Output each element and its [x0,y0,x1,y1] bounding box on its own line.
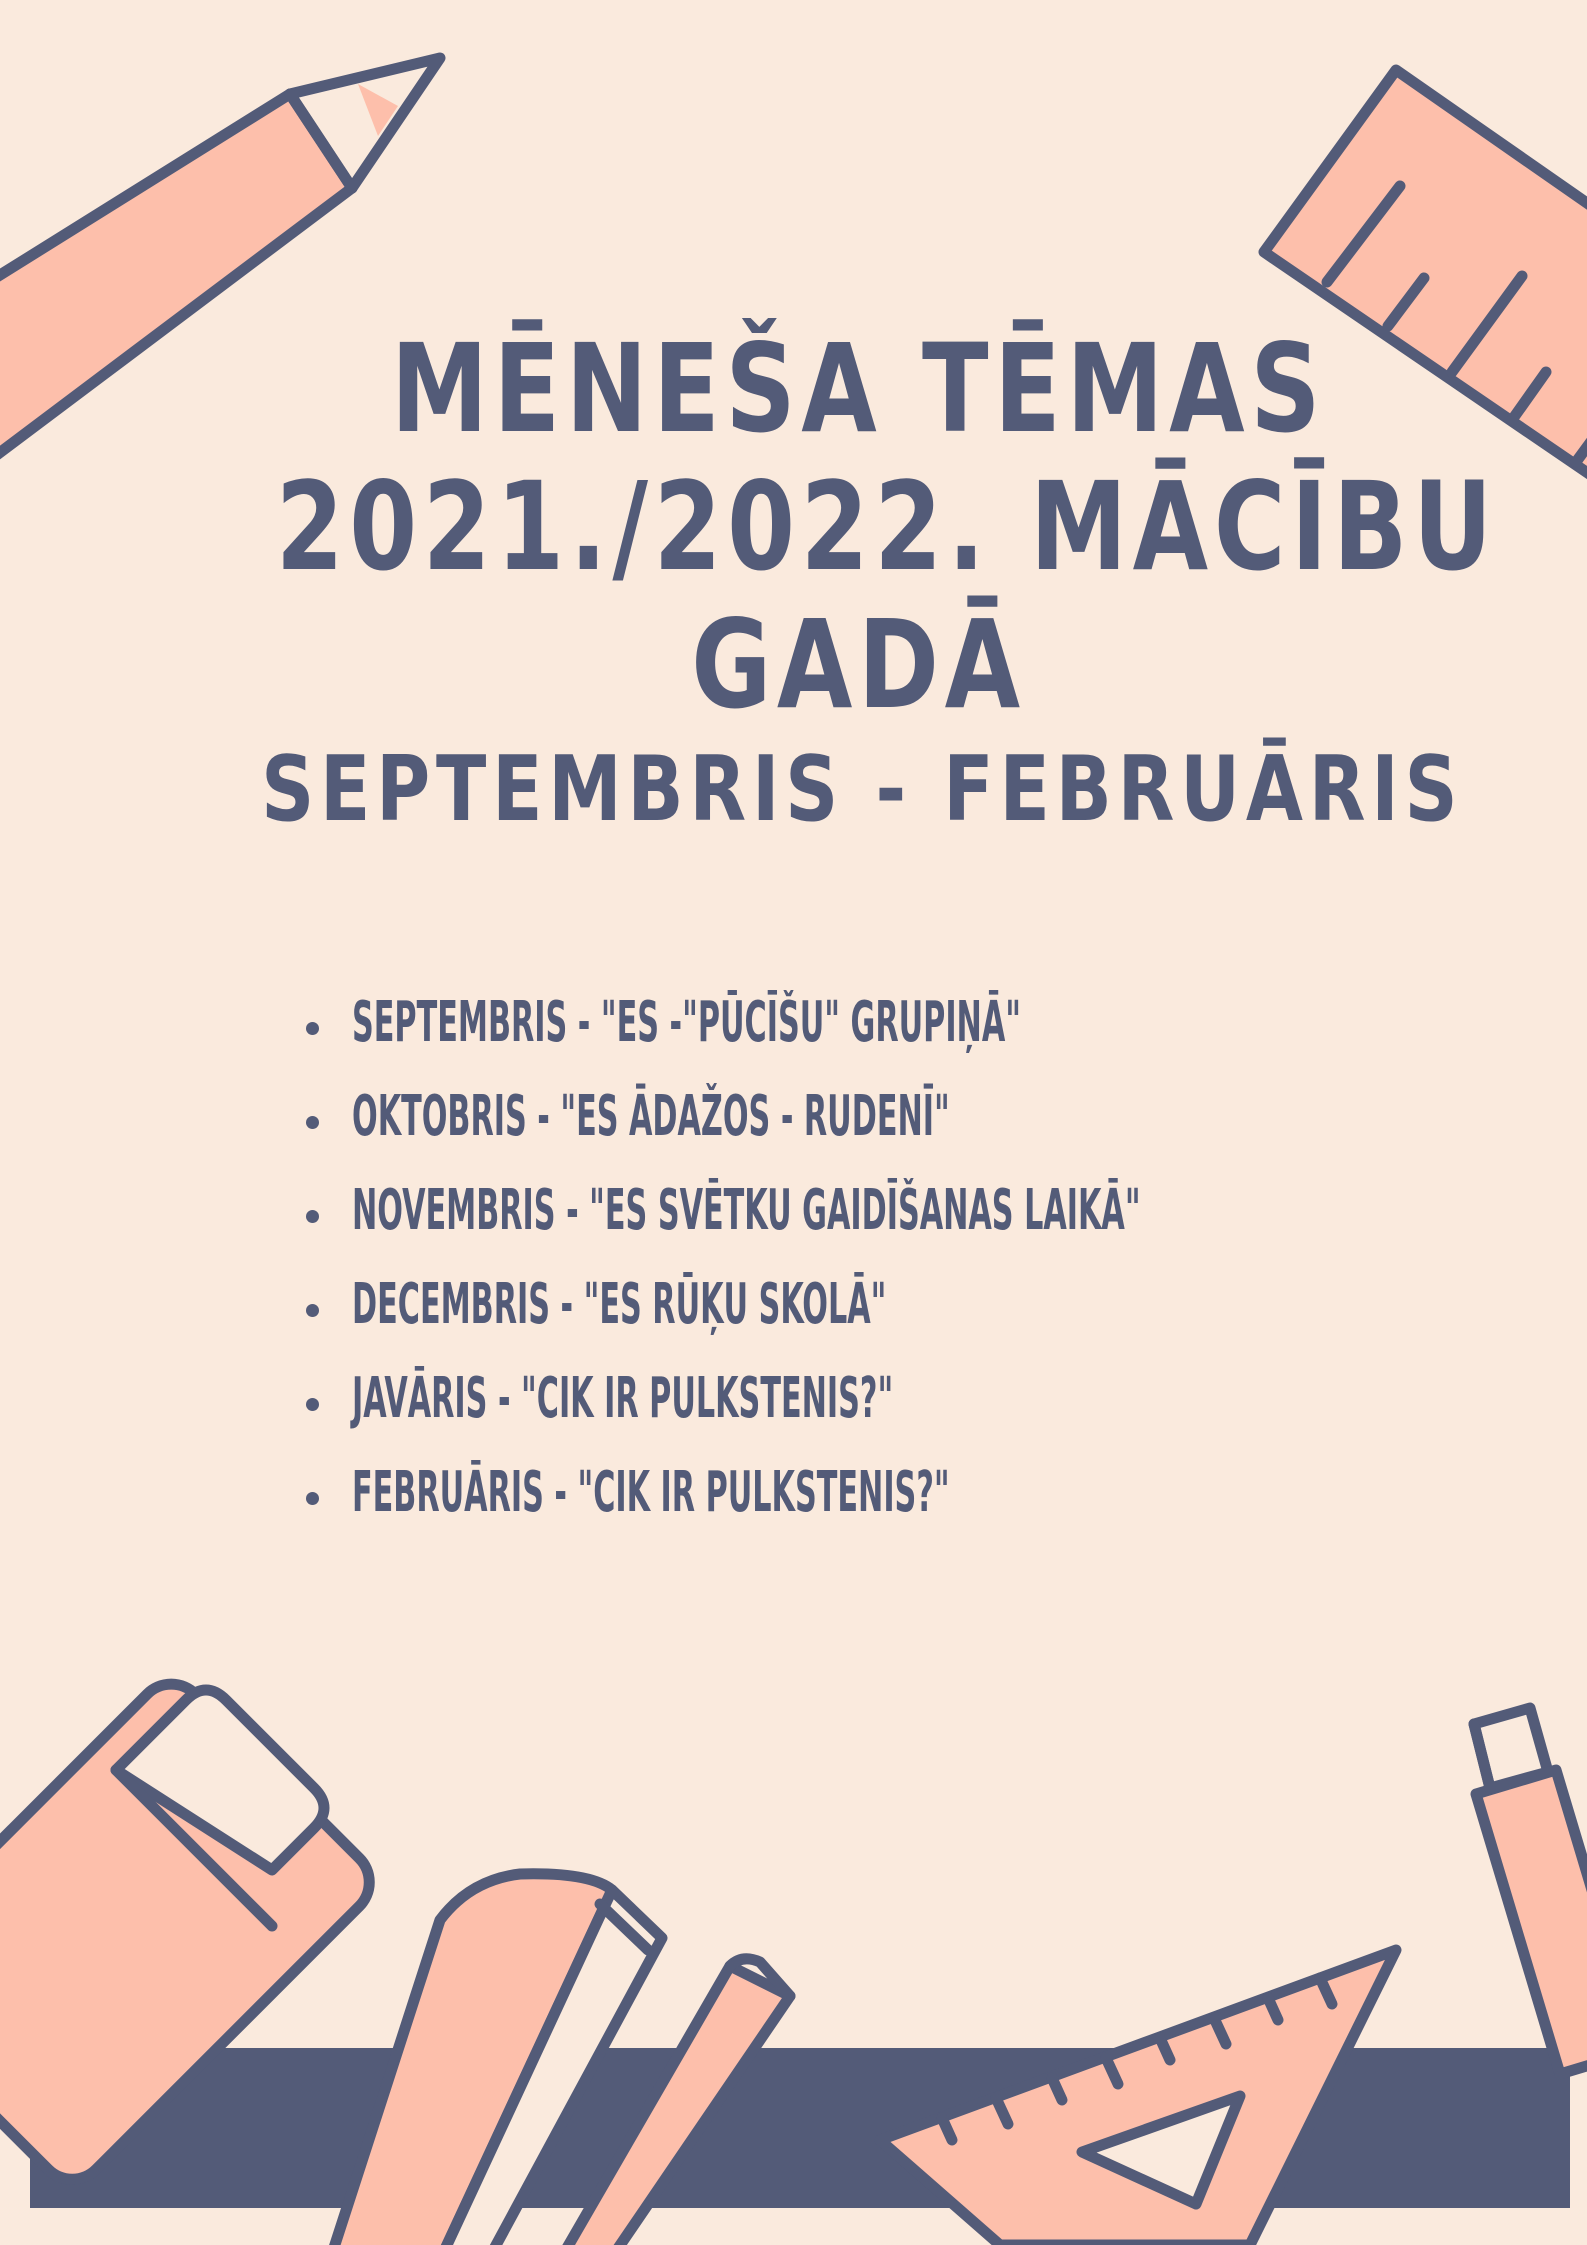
bullet-icon [306,1116,319,1129]
bullet-icon [306,1022,319,1035]
pencil-right-icon [1474,1708,1587,2074]
bullet-icon [306,1304,319,1317]
topic-text: NOVEMBRIS - "ES SVĒTKU GAIDĪŠANAS LAIKĀ" [352,1178,1141,1243]
page-subtitle: SEPTEMBRIS - FEBRUĀRIS [261,737,1464,842]
topic-text: SEPTEMBRIS - "ES -"PŪCĪŠU" GRUPIŅĀ" [352,990,1021,1055]
page-title-line-2: 2021./2022. MĀCĪBU [275,456,1498,598]
page-title-line-3: GADĀ [691,594,1026,736]
title-block [0,320,1587,846]
topic-text: OKTOBRIS - "ES ĀDAŽOS - RUDENĪ" [352,1084,950,1149]
page-title-line-1: MĒNEŠA TĒMAS [390,318,1327,460]
bullet-icon [306,1492,319,1505]
bullet-icon [306,1398,319,1411]
topic-text: JAVĀRIS - "CIK IR PULKSTENIS?" [352,1366,894,1431]
bullet-icon [306,1210,319,1223]
topic-text: FEBRUĀRIS - "CIK IR PULKSTENIS?" [352,1460,950,1525]
topic-text: DECEMBRIS - "ES RŪĶU SKOLĀ" [352,1272,887,1337]
